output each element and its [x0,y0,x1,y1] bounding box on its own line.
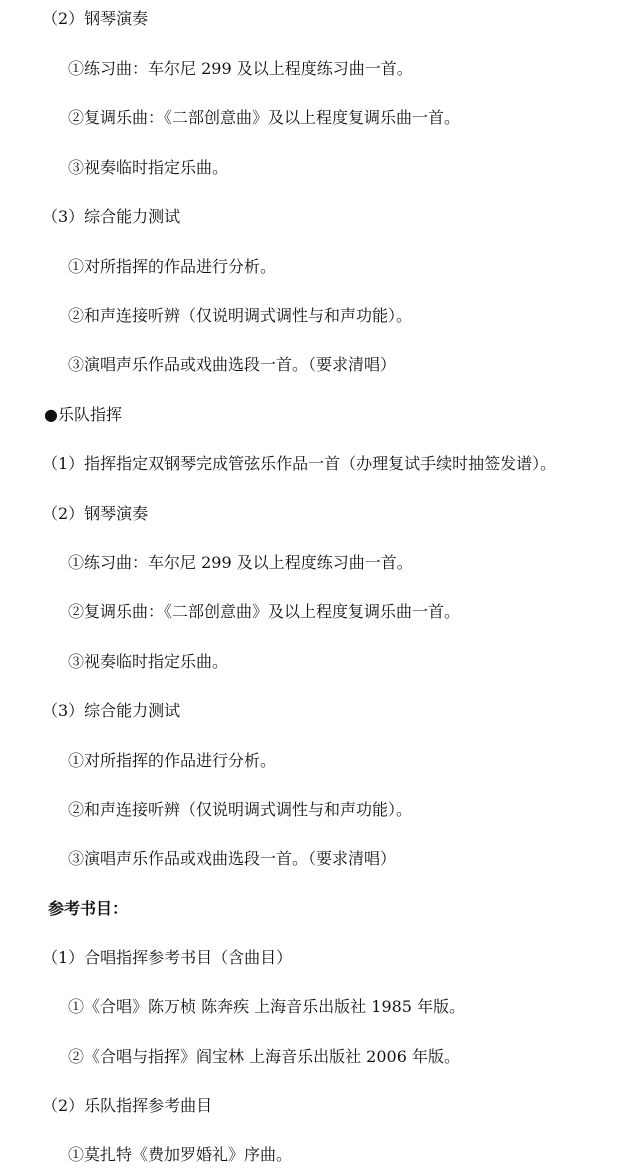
item-sight-reading-2: ③视奏临时指定乐曲。 [68,652,229,671]
heading-orchestra-conducting: ●乐队指挥 [44,405,122,424]
section-piano-1: （2）钢琴演奏 [42,9,149,28]
item-etude-1: ①练习曲：车尔尼 299 及以上程度练习曲一首。 [68,59,413,78]
section-choral-books: （1）合唱指挥参考书目（含曲目） [42,948,293,967]
item-analysis-2: ①对所指挥的作品进行分析。 [68,751,277,770]
item-polyphony-1: ②复调乐曲：《二部创意曲》及以上程度复调乐曲一首。 [68,108,461,127]
section-comprehensive-1: （3）综合能力测试 [42,207,181,226]
ref-choral-1: ①《合唱》陈万桢 陈奔疾 上海音乐出版社 1985 年版。 [68,997,466,1016]
item-singing-1: ③演唱声乐作品或戏曲选段一首。（要求清唱） [68,355,397,374]
item-singing-2: ③演唱声乐作品或戏曲选段一首。（要求清唱） [68,849,397,868]
item-etude-2: ①练习曲：车尔尼 299 及以上程度练习曲一首。 [68,553,413,572]
ref-orchestra-1: ①莫扎特《费加罗婚礼》序曲。 [68,1145,293,1164]
item-conduct-orchestral: （1）指挥指定双钢琴完成管弦乐作品一首（办理复试手续时抽签发谱）。 [42,454,557,473]
item-analysis-1: ①对所指挥的作品进行分析。 [68,257,277,276]
item-sight-reading-1: ③视奏临时指定乐曲。 [68,158,229,177]
item-harmony-1: ②和声连接听辨（仅说明调式调性与和声功能）。 [68,306,413,325]
heading-references: 参考书目： [48,899,129,918]
item-polyphony-2: ②复调乐曲：《二部创意曲》及以上程度复调乐曲一首。 [68,602,461,621]
section-piano-2: （2）钢琴演奏 [42,504,149,523]
section-orchestra-repertoire: （2）乐队指挥参考曲目 [42,1096,213,1115]
item-harmony-2: ②和声连接听辨（仅说明调式调性与和声功能）。 [68,800,413,819]
ref-choral-2: ②《合唱与指挥》阎宝林 上海音乐出版社 2006 年版。 [68,1047,460,1066]
section-comprehensive-2: （3）综合能力测试 [42,701,181,720]
